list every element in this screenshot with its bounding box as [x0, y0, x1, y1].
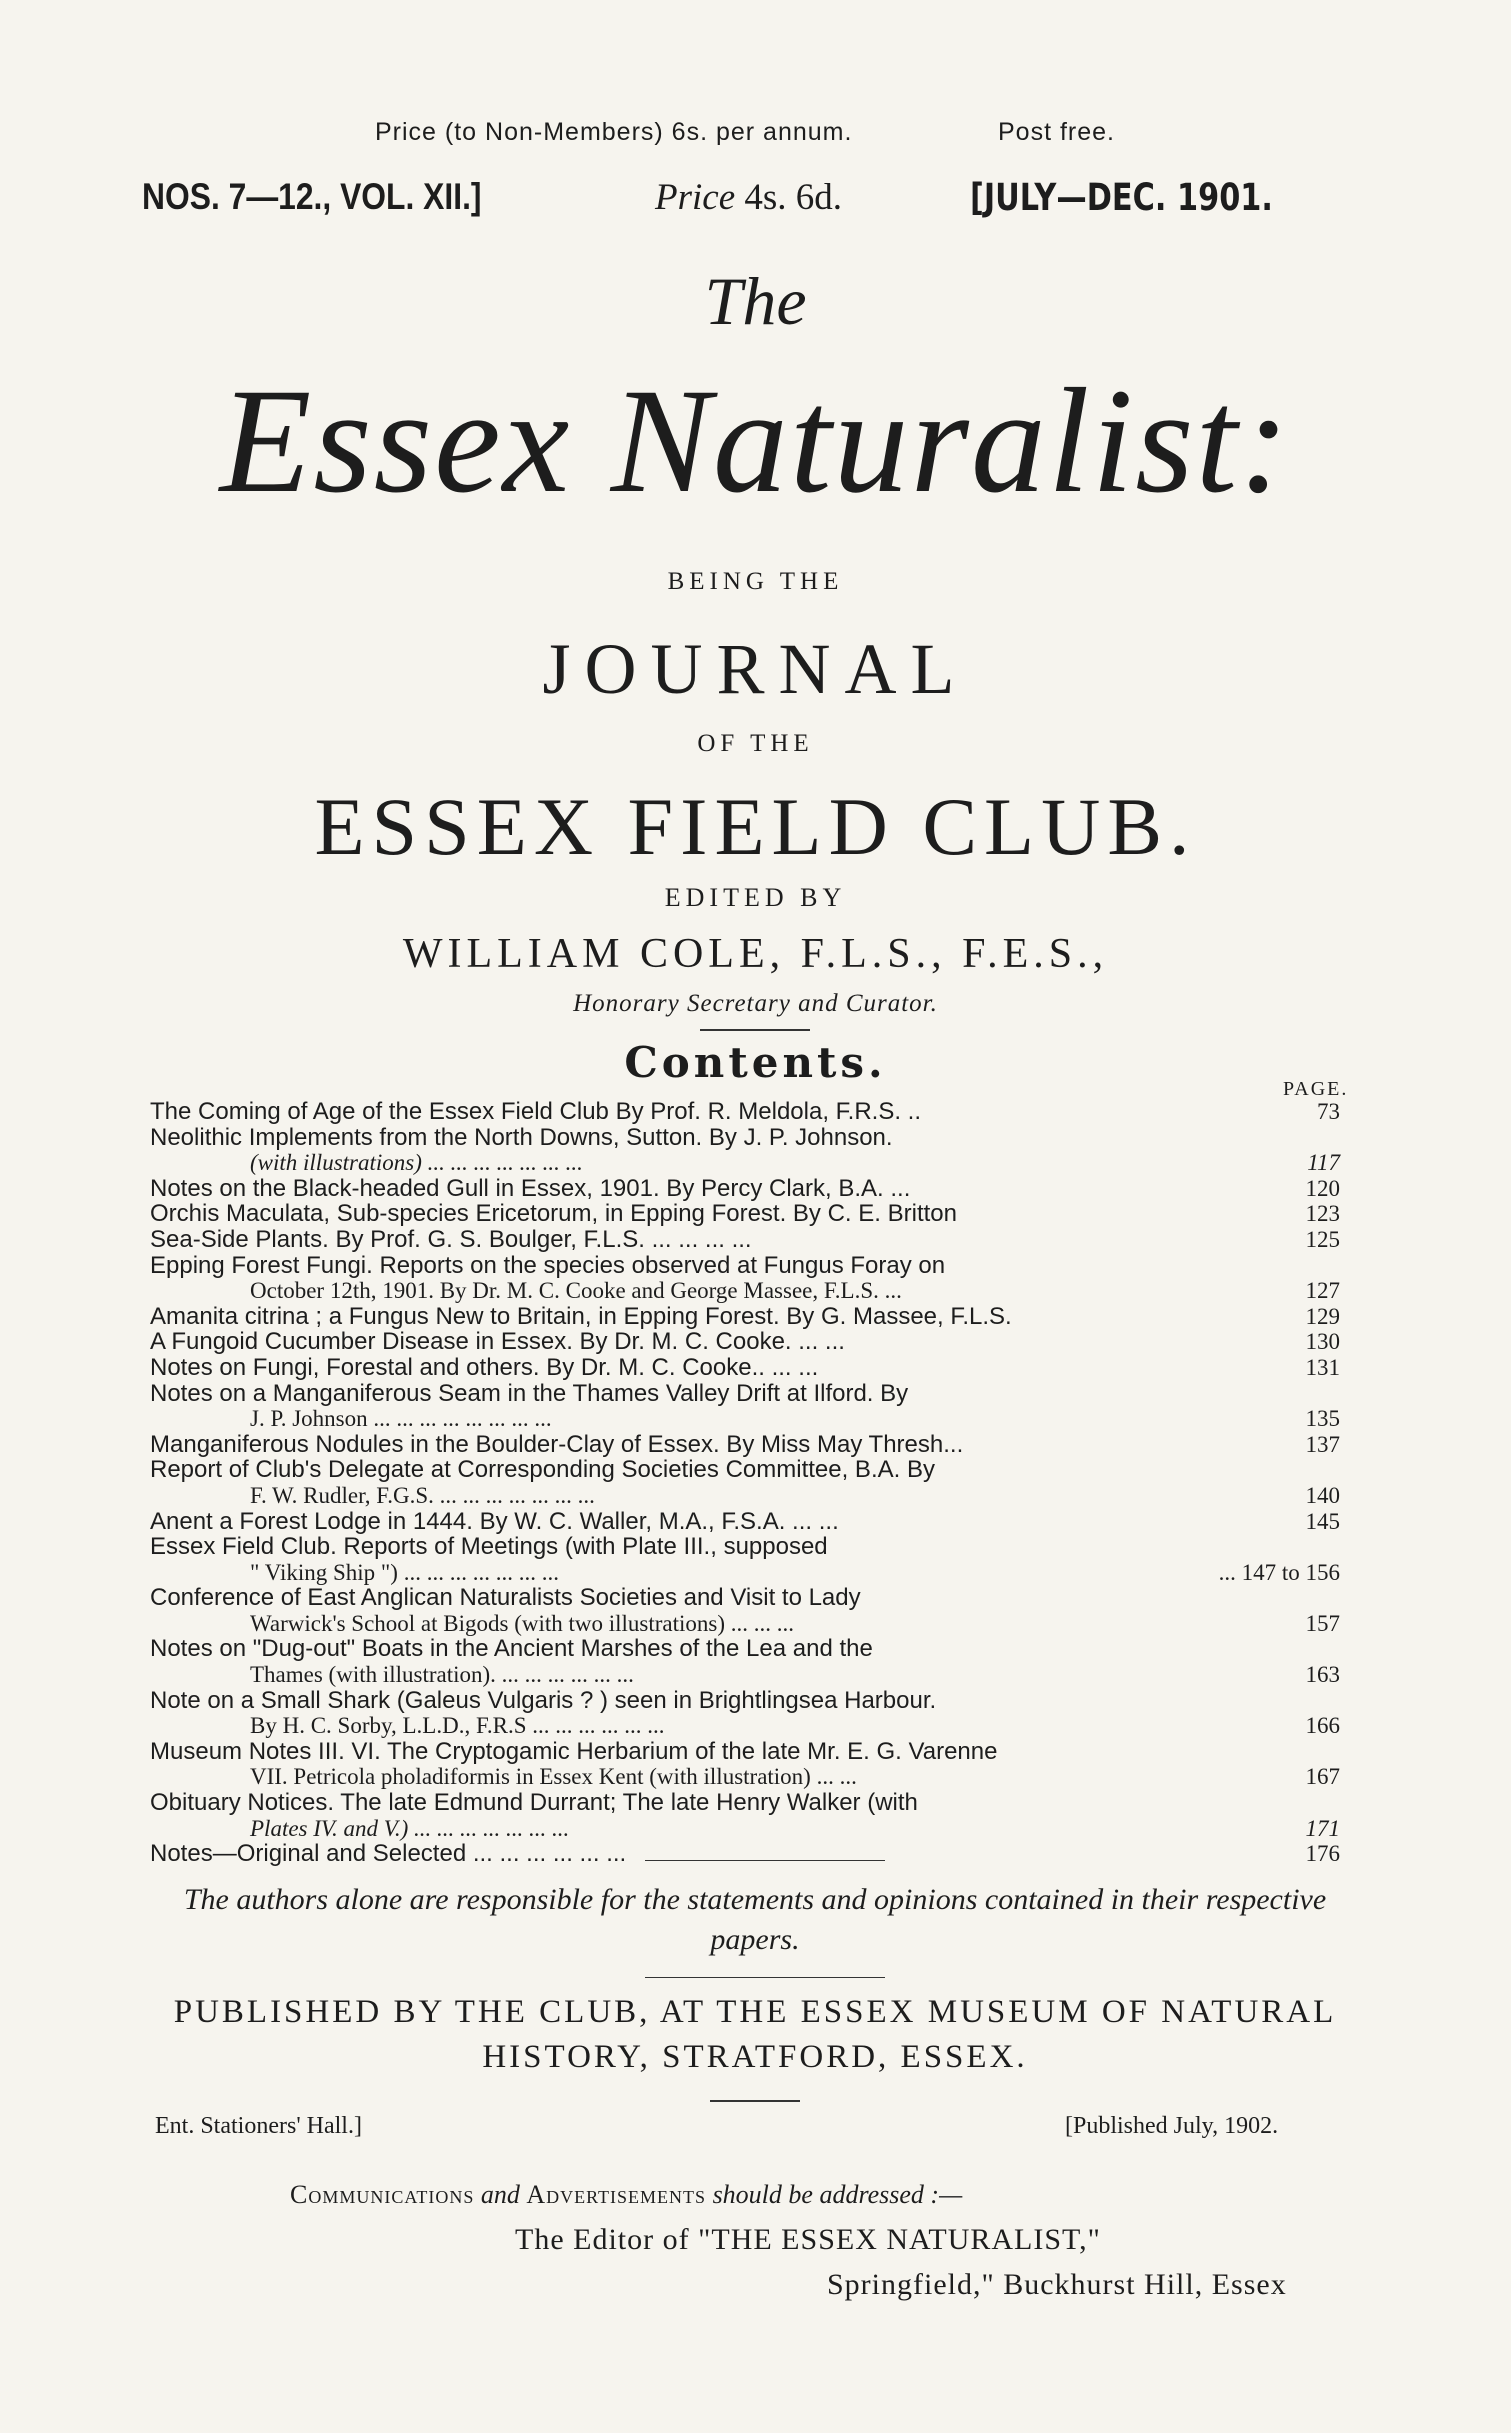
journal-title: Essex Naturalist: [219, 358, 1292, 524]
contents-page-number: 140 [1305, 1482, 1340, 1508]
price-value: 4s. 6d. [744, 177, 843, 218]
contents-entry-text: Thames (with illustration). ... ... ... ... ... ... [250, 1662, 634, 1688]
contents-page-number: 125 [1305, 1226, 1340, 1252]
contents-entry-text: Note on a Small Shark (Galeus Vulgaris ? ) seen in Brightlingsea Harbour. [150, 1686, 937, 1714]
contents-page-number: 127 [1305, 1278, 1340, 1304]
addressed-phrase: should be addressed :— [712, 2180, 963, 2209]
contents-list [150, 1099, 1340, 1867]
communications-word: Communications [290, 2180, 475, 2209]
contents-entry-text: Epping Forest Fungi. Reports on the species observed at Fungus Foray on [150, 1251, 946, 1279]
contents-entry-text: Orchis Maculata, Sub-species Ericetorum, in Epping Forest. By C. E. Britton [150, 1200, 957, 1228]
contents-line [150, 1534, 1340, 1560]
contents-line [150, 1790, 1340, 1816]
contents-line [150, 1816, 1340, 1842]
contents-line [150, 1406, 1340, 1432]
contents-line [150, 1688, 1340, 1714]
divider [645, 1977, 885, 1978]
contents-page-number: ... 147 to 156 [1218, 1559, 1340, 1585]
contents-entry-text: Sea-Side Plants. By Prof. G. S. Boulger, F.L.S. ... ... ... ... [150, 1225, 752, 1253]
contents-line [150, 1253, 1340, 1279]
contents-entry-text: Warwick's School at Bigods (with two illustrations) ... ... ... [250, 1610, 795, 1636]
contents-line [150, 1125, 1340, 1151]
contents-entry-text: Notes—Original and Selected ... ... ... ... ... ... [150, 1840, 627, 1868]
disclaimer: The authors alone are responsible for the statements and opinions contained in their respective papers. [183, 1883, 1327, 1956]
editor-role: Honorary Secretary and Curator. [573, 990, 938, 1017]
contents-entry-text: Essex Field Club. Reports of Meetings (with Plate III., supposed [150, 1533, 828, 1561]
contents-heading: Contents. [624, 1038, 887, 1087]
contents-entry-text: Notes on Fungi, Forestal and others. By Dr. M. C. Cooke.. ... ... [150, 1353, 819, 1381]
contents-line [150, 1304, 1340, 1330]
contents-page-number: 131 [1305, 1354, 1340, 1380]
contents-line [150, 1176, 1340, 1202]
communications-note [290, 2180, 962, 2210]
contents-line [150, 1227, 1340, 1253]
contents-page-number: 163 [1305, 1662, 1340, 1688]
contents-entry-text: October 12th, 1901. By Dr. M. C. Cooke and George Massee, F.L.S. ... [250, 1278, 902, 1304]
divider [700, 1029, 810, 1031]
contents-line [150, 1585, 1340, 1611]
contents-line [150, 1739, 1340, 1765]
contents-entry-text: Anent a Forest Lodge in 1444. By W. C. Waller, M.A., F.S.A. ... ... [150, 1507, 839, 1535]
contents-line [150, 1201, 1340, 1227]
published-date: [Published July, 1902. [1065, 2113, 1279, 2139]
publisher: PUBLISHED BY THE CLUB, AT THE ESSEX MUSEUM OF NATURAL HISTORY, STRATFORD, ESSEX. [173, 1994, 1337, 2075]
contents-page-number: 176 [1305, 1841, 1340, 1867]
contents-page-number: 137 [1305, 1431, 1340, 1457]
contents-entry-text: Notes on a Manganiferous Seam in the Thames Valley Drift at Ilford. By [150, 1379, 909, 1407]
contents-entry-text: Report of Club's Delegate at Corresponding Societies Committee, B.A. By [150, 1456, 935, 1484]
divider [710, 2100, 800, 2102]
contents-page-number: 135 [1305, 1406, 1340, 1432]
non-member-price: Price (to Non-Members) 6s. per annum. [375, 118, 853, 146]
contents-line [150, 1329, 1340, 1355]
page-column-header: PAGE. [1283, 1078, 1349, 1100]
contents-entry-text: Obituary Notices. The late Edmund Durrant; The late Henry Walker (with [150, 1789, 918, 1817]
contents-entry-text: Manganiferous Nodules in the Boulder-Clay of Essex. By Miss May Thresh... [150, 1430, 964, 1458]
contents-line [150, 1381, 1340, 1407]
and-word: and [480, 2180, 520, 2209]
contents-page-number: 157 [1305, 1610, 1340, 1636]
contents-entry-text: Notes on the Black-headed Gull in Essex, 1901. By Percy Clark, B.A. ... [150, 1174, 911, 1202]
contents-entry-text: Neolithic Implements from the North Downs, Sutton. By J. P. Johnson. [150, 1123, 893, 1151]
club-name: ESSEX FIELD CLUB. [314, 781, 1197, 872]
contents-entry-text: " Viking Ship ") ... ... ... ... ... ... ... [250, 1559, 559, 1585]
contents-page-number: 130 [1305, 1329, 1340, 1355]
contents-line [150, 1099, 1340, 1125]
contents-line [150, 1611, 1340, 1637]
contents-line [150, 1150, 1340, 1176]
contents-line [150, 1662, 1340, 1688]
contents-page-number: 145 [1305, 1508, 1340, 1534]
contents-line [150, 1355, 1340, 1381]
contents-entry-text: VII. Petricola pholadiformis in Essex Kent (with illustration) ... ... [250, 1764, 857, 1790]
contents-line [150, 1457, 1340, 1483]
divider [645, 1860, 885, 1861]
post-free-note: Post free. [998, 118, 1115, 146]
contents-line [150, 1432, 1340, 1458]
advertisements-word: Advertisements [526, 2180, 707, 2209]
contents-page-number: 129 [1305, 1303, 1340, 1329]
entered-note: Ent. Stationers' Hall.] [155, 2113, 362, 2139]
title-article: The [704, 263, 807, 339]
contents-entry-text: By H. C. Sorby, L.L.D., F.R.S ... ... ... ... ... ... [250, 1713, 665, 1739]
edited-by-label: EDITED BY [664, 883, 847, 912]
contents-line [150, 1560, 1340, 1586]
journal-label: JOURNAL [542, 629, 969, 709]
contents-entry-text: A Fungoid Cucumber Disease in Essex. By Dr. M. C. Cooke. ... ... [150, 1328, 845, 1356]
contents-page-number: 117 [1307, 1150, 1340, 1176]
contents-entry-text: Conference of East Anglican Naturalists Societies and Visit to Lady [150, 1584, 861, 1612]
contents-line [150, 1509, 1340, 1535]
contents-entry-text: Plates IV. and V.) ... ... ... ... ... ... ... [250, 1815, 570, 1841]
contents-page-number: 171 [1305, 1815, 1340, 1841]
contents-line [150, 1764, 1340, 1790]
being-the-label: BEING THE [667, 568, 844, 595]
contents-entry-text: J. P. Johnson ... ... ... ... ... ... ... ... [250, 1406, 552, 1432]
contents-entry-text: The Coming of Age of the Essex Field Club By Prof. R. Meldola, F.R.S. .. [150, 1098, 921, 1125]
contents-entry-text: Amanita citrina ; a Fungus New to Britain, in Epping Forest. By G. Massee, F.L.S. [150, 1302, 1012, 1330]
issue-number: NOS. 7—12., VOL. XII.] [142, 176, 482, 217]
contents-page-number: 167 [1305, 1764, 1340, 1790]
contents-entry-text: (with illustrations) ... ... ... ... ... ... ... [250, 1150, 583, 1176]
editor-name: WILLIAM COLE, F.L.S., F.E.S., [402, 931, 1109, 977]
contents-line [150, 1278, 1340, 1304]
address-line-1: The Editor of "THE ESSEX NATURALIST," [515, 2223, 1101, 2256]
issue-date: [JULY—DEC. 1901. [970, 176, 1273, 219]
contents-entry-text: Notes on "Dug-out" Boats in the Ancient Marshes of the Lea and the [150, 1635, 873, 1663]
price-label: Price [655, 177, 736, 218]
contents-entry-text: Museum Notes III. VI. The Cryptogamic Herbarium of the late Mr. E. G. Varenne [150, 1737, 998, 1765]
contents-page-number: 123 [1305, 1201, 1340, 1227]
contents-page-number: 73 [1317, 1099, 1340, 1124]
contents-entry-text: F. W. Rudler, F.G.S. ... ... ... ... ... ... ... [250, 1482, 595, 1508]
of-the-label: OF THE [697, 730, 814, 757]
issue-price [655, 176, 842, 219]
contents-page-number: 166 [1305, 1713, 1340, 1739]
contents-line [150, 1841, 1340, 1867]
contents-page-number: 120 [1305, 1175, 1340, 1201]
contents-line [150, 1713, 1340, 1739]
contents-line [150, 1483, 1340, 1509]
address-line-2: Springfield," Buckhurst Hill, Essex [827, 2268, 1287, 2301]
contents-line [150, 1636, 1340, 1662]
